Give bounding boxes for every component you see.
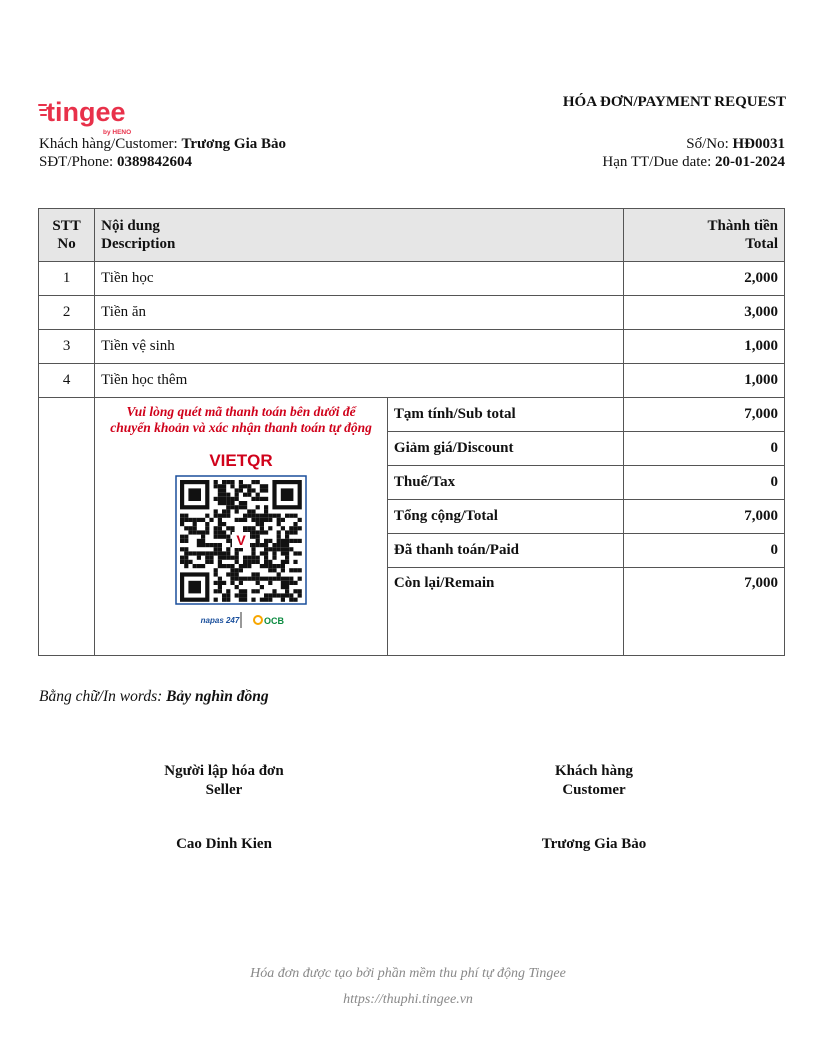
phone-line [39, 154, 192, 171]
col-total-header: Thành tiền Total [623, 209, 784, 262]
table-row [39, 364, 785, 398]
summary-label: Giảm giá/Discount [387, 432, 623, 466]
due-date-line [602, 154, 785, 171]
qr-note-line1: Vui lòng quét mã thanh toán bên dưới để [126, 404, 356, 419]
invoice-number: HĐ0031 [732, 136, 785, 152]
row-total: 1,000 [623, 330, 784, 364]
row-total: 1,000 [623, 364, 784, 398]
napas-logo: napas 247 [200, 616, 240, 625]
summary-value: 7,000 [623, 568, 784, 656]
summary-value: 7,000 [623, 398, 784, 432]
brand-sub: by HENO [103, 129, 132, 136]
table-header-row [39, 209, 785, 262]
table-row [39, 296, 785, 330]
customer-line [39, 136, 286, 153]
amount-in-words [39, 688, 269, 706]
row-no: 4 [39, 364, 95, 398]
row-total: 2,000 [623, 262, 784, 296]
invoice-number-label: Số/No: [686, 136, 729, 152]
qr-note-line2: chuyển khoản và xác nhận thanh toán tự động [110, 420, 372, 435]
document-title: HÓA ĐƠN/PAYMENT REQUEST [562, 94, 786, 110]
empty-cell [39, 398, 95, 656]
row-desc: Tiền học [95, 262, 623, 296]
summary-label: Còn lại/Remain [387, 568, 623, 656]
row-desc: Tiền học thêm [95, 364, 623, 398]
invoice-number-line [686, 136, 785, 153]
row-total: 3,000 [623, 296, 784, 330]
customer-label: Khách hàng/Customer: [39, 136, 178, 152]
seller-signature-title: Người lập hóa đơn Seller [164, 763, 284, 798]
row-desc: Tiền vệ sinh [95, 330, 623, 364]
col-no-header: STT No [39, 209, 95, 262]
summary-label: Tạm tính/Sub total [387, 398, 623, 432]
tingee-logo [38, 96, 138, 138]
col-desc-header: Nội dung Description [95, 209, 623, 262]
summary-value: 0 [623, 466, 784, 500]
summary-value: 7,000 [623, 500, 784, 534]
footer-note: Hóa đơn được tạo bởi phần mềm thu phí tự động Tingee [250, 966, 566, 981]
summary-label: Đã thanh toán/Paid [387, 534, 623, 568]
customer-signature-name: Trương Gia Bảo [541, 836, 647, 852]
row-no: 2 [39, 296, 95, 330]
row-no: 3 [39, 330, 95, 364]
customer-signature-title: Khách hàng Customer [555, 763, 633, 798]
seller-name: Cao Dinh Kien [176, 836, 272, 852]
row-desc: Tiền ăn [95, 296, 623, 330]
due-date: 20-01-2024 [715, 154, 785, 170]
due-date-label: Hạn TT/Due date: [602, 154, 712, 170]
table-row [39, 262, 785, 296]
summary-label: Tổng cộng/Total [387, 500, 623, 534]
vietqr-brand: VIETQR [209, 451, 273, 470]
table-row [39, 330, 785, 364]
vietqr-code[interactable] [166, 442, 316, 632]
summary-value: 0 [623, 432, 784, 466]
summary-row [39, 398, 785, 432]
phone-label: SĐT/Phone: [39, 154, 114, 170]
phone-value: 0389842604 [116, 154, 192, 170]
summary-value: 0 [623, 534, 784, 568]
invoice-table [38, 208, 785, 656]
customer-name: Trương Gia Bảo [181, 136, 287, 152]
words-value: Bảy nghìn đồng [166, 688, 269, 705]
footer-url[interactable]: https://thuphi.tingee.vn [343, 992, 473, 1007]
brand-name: tingee [46, 97, 126, 127]
svg-text:V: V [236, 532, 246, 548]
summary-label: Thuế/Tax [387, 466, 623, 500]
ocb-logo: OCB [264, 616, 285, 626]
qr-payment-cell [95, 398, 388, 656]
row-no: 1 [39, 262, 95, 296]
words-label: Bằng chữ/In words: [39, 688, 163, 705]
